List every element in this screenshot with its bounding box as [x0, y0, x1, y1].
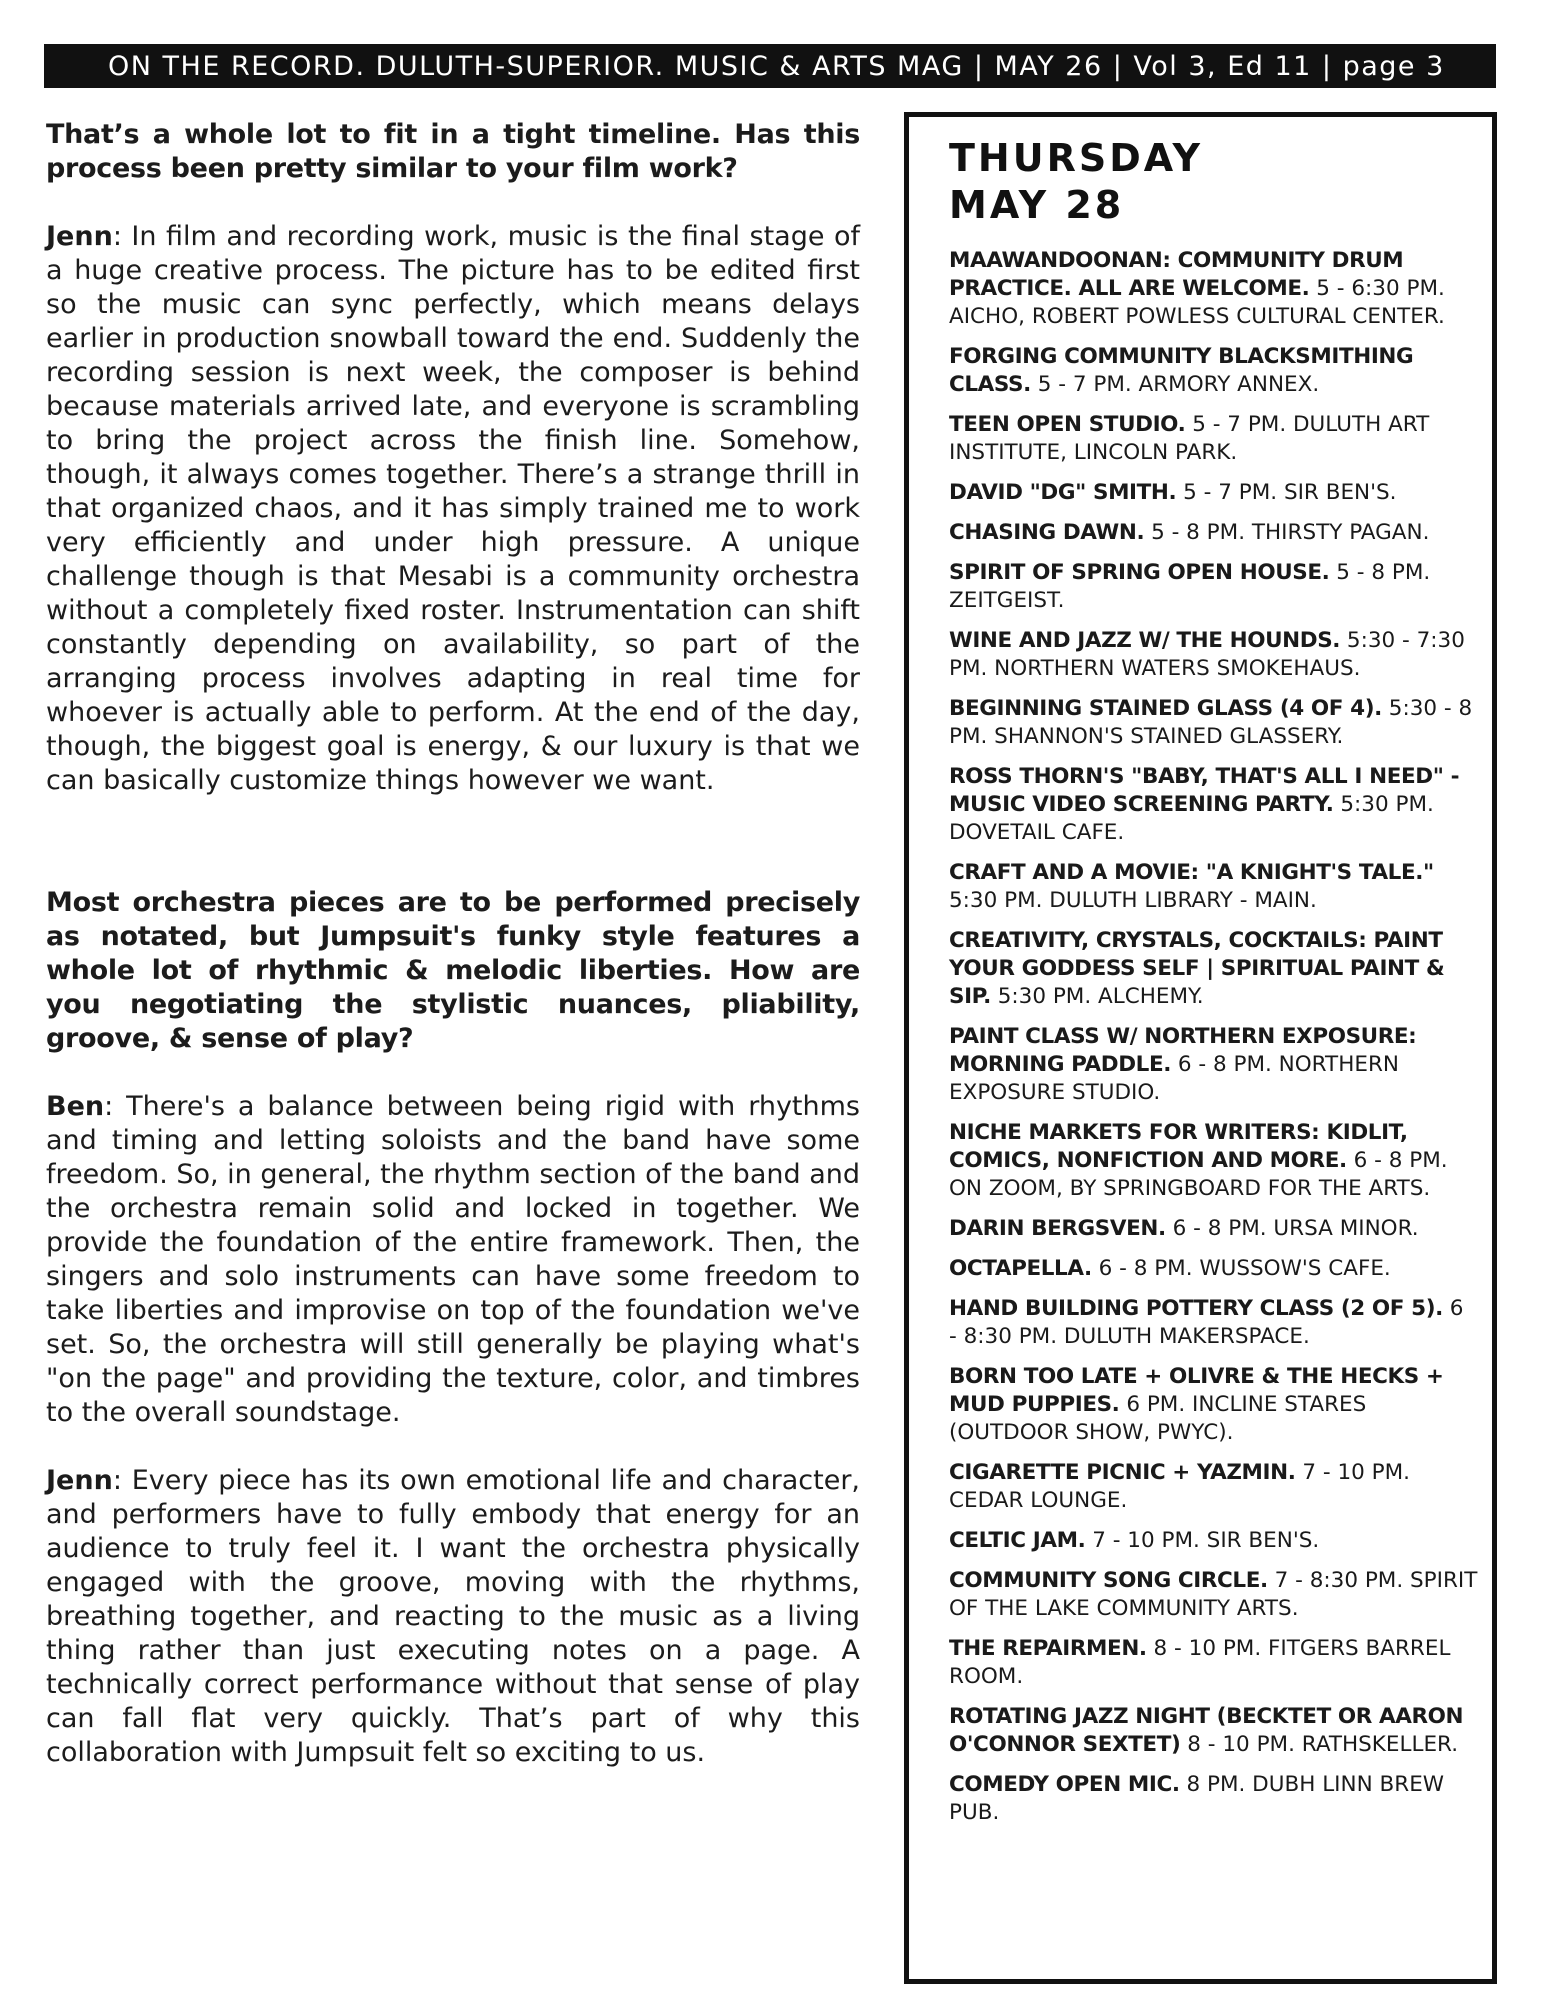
event-name: CELTIC JAM.: [949, 1528, 1086, 1553]
event-detail: 7 - 8:30 PM. SPIRIT OF THE LAKE COMMUNITY ARTS.: [949, 1568, 1478, 1621]
calendar-day: THURSDAY: [949, 136, 1204, 180]
event-name: DARIN BERGSVEN.: [949, 1216, 1166, 1241]
event-item: [949, 627, 1478, 683]
event-name: CIGARETTE PICNIC + YAZMIN.: [949, 1460, 1296, 1485]
event-name: CHASING DAWN.: [949, 520, 1145, 545]
masthead-text: ON THE RECORD. DULUTH-SUPERIOR. MUSIC & ARTS MAG | MAY 26 | Vol 3, Ed 11 | page 3: [108, 50, 1445, 82]
events-calendar: [904, 112, 1497, 1984]
event-detail: 5:30 PM. DULUTH LIBRARY - MAIN.: [949, 888, 1317, 913]
event-detail: 6 - 8:30 PM. DULUTH MAKERSPACE.: [949, 1296, 1464, 1349]
event-name: COMEDY OPEN MIC.: [949, 1772, 1180, 1797]
event-name: COMMUNITY SONG CIRCLE.: [949, 1568, 1268, 1593]
event-item: [949, 1215, 1478, 1243]
event-item: [949, 1255, 1478, 1283]
event-name: PAINT CLASS W/ NORTHERN EXPOSURE: MORNING PADDLE.: [949, 1024, 1417, 1077]
event-detail: 7 - 10 PM. SIR BEN'S.: [1092, 1528, 1320, 1553]
event-detail: 8 - 10 PM. RATHSKELLER.: [1187, 1732, 1459, 1757]
masthead-bar: [44, 44, 1496, 88]
event-detail: 5:30 PM. DOVETAIL CAFE.: [949, 792, 1434, 845]
event-detail: 6 - 8 PM. URSA MINOR.: [1172, 1216, 1419, 1241]
event-name: DAVID "DG" SMITH.: [949, 480, 1177, 505]
event-name: BEGINNING STAINED GLASS (4 OF 4).: [949, 696, 1382, 721]
event-detail: 5:30 - 8 PM. SHANNON'S STAINED GLASSERY.: [949, 696, 1473, 749]
calendar-date: MAY 28: [949, 183, 1125, 227]
interview-article: [46, 118, 860, 1770]
event-detail: 8 PM. DUBH LINN BREW PUB.: [949, 1772, 1445, 1825]
event-item: [949, 519, 1478, 547]
speaker-name: Jenn: [46, 1465, 113, 1496]
event-item: [949, 1771, 1478, 1827]
event-name: OCTAPELLA.: [949, 1256, 1092, 1281]
event-item: [949, 1023, 1478, 1107]
event-detail: 5 - 6:30 PM. AICHO, ROBERT POWLESS CULTURAL CENTER.: [949, 276, 1445, 329]
event-item: [949, 1703, 1478, 1759]
event-item: [949, 927, 1478, 1011]
event-detail: 5:30 PM. ALCHEMY.: [997, 984, 1204, 1009]
event-item: [949, 247, 1478, 331]
event-name: TEEN OPEN STUDIO.: [949, 412, 1186, 437]
event-name: MAAWANDOONAN: COMMUNITY DRUM PRACTICE. ALL ARE WELCOME.: [949, 248, 1404, 301]
event-item: [949, 479, 1478, 507]
event-item: [949, 559, 1478, 615]
event-item: [949, 1363, 1478, 1447]
event-item: [949, 1567, 1478, 1623]
speaker-name: Ben: [46, 1091, 105, 1122]
event-name: SPIRIT OF SPRING OPEN HOUSE.: [949, 560, 1330, 585]
event-item: [949, 1527, 1478, 1555]
answer-text: : There's a balance between being rigid with rhythms and timing and letting soloists and the band have some freedom. So, in general, the rhythm section of the band and the orchestra remain solid and locked in together. We provide the foundation of the entire framework. Then, the singers and solo instruments can have some freedom to take liberties and improvise on top of the foundation we've set. So, the orchestra will still generally be playing what's "on the page" and providing the texture, color, and timbres to the overall soundstage.: [46, 1091, 860, 1428]
event-detail: 6 - 8 PM. ON ZOOM, BY SPRINGBOARD FOR THE ARTS.: [949, 1148, 1448, 1201]
answer-text: : Every piece has its own emotional life and character, and performers have to fully embody that energy for an audience to truly feel it. I want the orchestra physically engaged with the groove, moving with the rhythms, breathing together, and reacting to the music as a living thing rather than just executing notes on a page. A technically correct performance without that sense of play can fall flat very quickly. That’s part of why this collaboration with Jumpsuit felt so exciting to us.: [46, 1465, 860, 1768]
event-name: CREATIVITY, CRYSTALS, COCKTAILS: PAINT YOUR GODDESS SELF | SPIRITUAL PAINT & SIP.: [949, 928, 1445, 1009]
event-detail: 5 - 8 PM. THIRSTY PAGAN.: [1151, 520, 1430, 545]
event-detail: 5 - 8 PM. ZEITGEIST.: [949, 560, 1431, 613]
event-detail: 5 - 7 PM. DULUTH ART INSTITUTE, LINCOLN PARK.: [949, 412, 1430, 465]
answer-2: [46, 1090, 860, 1430]
event-item: [949, 859, 1478, 915]
event-detail: 7 - 10 PM. CEDAR LOUNGE.: [949, 1460, 1410, 1513]
event-name: ROSS THORN'S "BABY, THAT'S ALL I NEED" - MUSIC VIDEO SCREENING PARTY.: [949, 764, 1460, 817]
event-detail: 6 PM. INCLINE STARES (OUTDOOR SHOW, PWYC).: [949, 1392, 1367, 1445]
event-item: [949, 695, 1478, 751]
event-item: [949, 411, 1478, 467]
event-name: CRAFT AND A MOVIE: "A KNIGHT'S TALE.": [949, 860, 1434, 885]
event-detail: 6 - 8 PM. NORTHERN EXPOSURE STUDIO.: [949, 1052, 1399, 1105]
event-item: [949, 1119, 1478, 1203]
event-item: [949, 343, 1478, 399]
event-item: [949, 1635, 1478, 1691]
event-item: [949, 1459, 1478, 1515]
event-detail: 5:30 - 7:30 PM. NORTHERN WATERS SMOKEHAUS.: [949, 628, 1465, 681]
calendar-heading: [949, 135, 1478, 229]
answer-3: [46, 1464, 860, 1770]
event-name: BORN TOO LATE + OLIVRE & THE HECKS + MUD PUPPIES.: [949, 1364, 1444, 1417]
event-item: [949, 763, 1478, 847]
event-item: [949, 1295, 1478, 1351]
event-name: THE REPAIRMEN.: [949, 1636, 1147, 1661]
question-1: That’s a whole lot to fit in a tight timeline. Has this process been pretty similar to your film work?: [46, 119, 860, 184]
event-detail: 5 - 7 PM. SIR BEN'S.: [1183, 480, 1397, 505]
event-name: ROTATING JAZZ NIGHT (BECKTET OR AARON O'CONNOR SEXTET): [949, 1704, 1464, 1757]
event-detail: 8 - 10 PM. FITGERS BARREL ROOM.: [949, 1636, 1451, 1689]
question-2: Most orchestra pieces are to be performed precisely as notated, but Jumpsuit's funky style features a whole lot of rhythmic & melodic liberties. How are you negotiating the stylistic nuances, pliability, groove, & sense of play?: [46, 887, 860, 1054]
event-detail: 6 - 8 PM. WUSSOW'S CAFE.: [1098, 1256, 1391, 1281]
event-name: FORGING COMMUNITY BLACKSMITHING CLASS.: [949, 344, 1414, 397]
event-name: WINE AND JAZZ W/ THE HOUNDS.: [949, 628, 1341, 653]
event-name: HAND BUILDING POTTERY CLASS (2 OF 5).: [949, 1296, 1443, 1321]
answer-text: : In film and recording work, music is the final stage of a huge creative process. The picture has to be edited first so the music can sync perfectly, which means delays earlier in production snowball toward the end. Suddenly the recording session is next week, the composer is behind because materials arrived late, and everyone is scrambling to bring the project across the finish line. Somehow, though, it always comes together. There’s a strange thrill in that organized chaos, and it has simply trained me to work very efficiently and under high pressure. A unique challenge though is that Mesabi is a community orchestra without a completely fixed roster. Instrumentation can shift constantly depending on availability, so part of the arranging process involves adapting in real time for whoever is actually able to perform. At the end of the day, though, the biggest goal is energy, & our luxury is that we can basically customize things however we want.: [46, 221, 860, 796]
events-list: [949, 247, 1478, 1827]
event-name: NICHE MARKETS FOR WRITERS: KIDLIT, COMICS, NONFICTION AND MORE.: [949, 1120, 1408, 1173]
answer-1: [46, 220, 860, 798]
speaker-name: Jenn: [46, 221, 113, 252]
event-detail: 5 - 7 PM. ARMORY ANNEX.: [1037, 372, 1320, 397]
